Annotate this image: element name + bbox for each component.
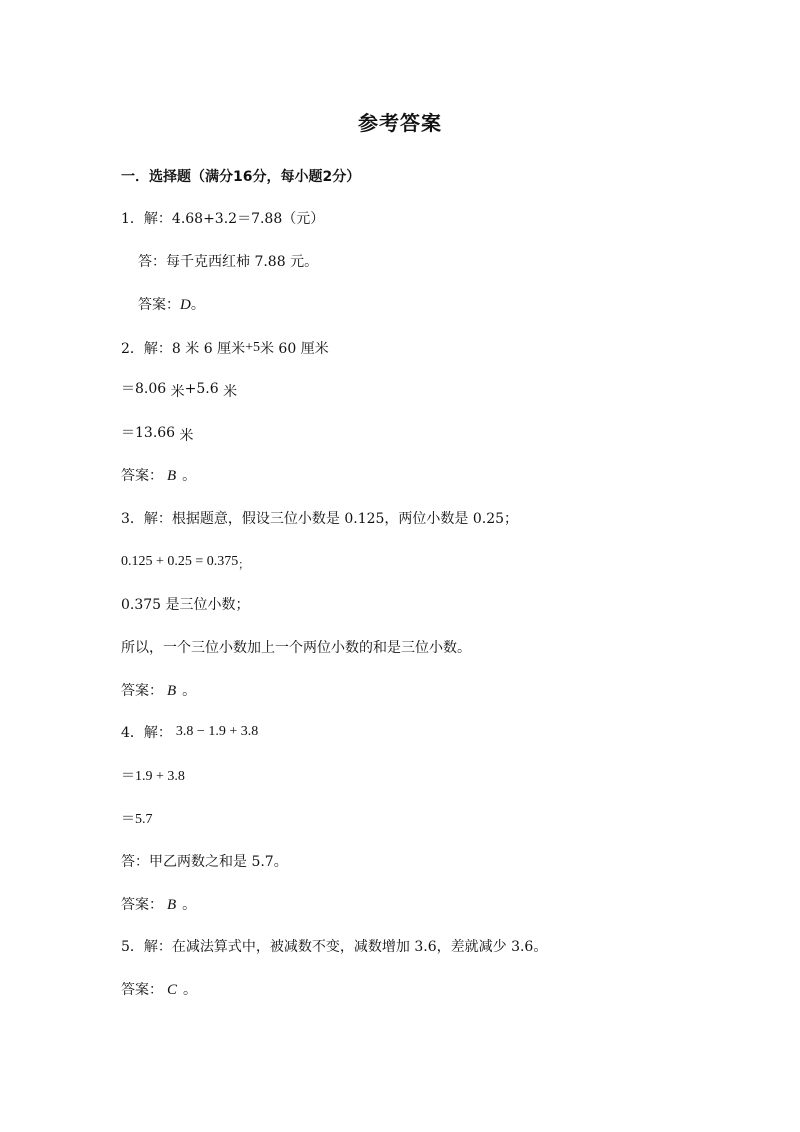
q4-answer-statement: 答：甲乙两数之和是 5.7。	[121, 854, 288, 870]
q4-answer-choice	[121, 896, 196, 914]
q4-prefix: 4．解：	[121, 725, 172, 741]
q4-solution-line	[121, 724, 258, 743]
q5-answer-choice	[121, 981, 197, 999]
q2-step-line	[121, 380, 237, 398]
q5-solution-line: 5．解：在减法算式中，被减数不变，减数增加 3.6，差就减少 3.6。	[121, 939, 548, 955]
q4-result-line	[121, 810, 153, 829]
q3-expression-end: ；	[238, 558, 250, 571]
page-title: 参考答案	[358, 111, 442, 135]
answer-end: 。	[190, 297, 205, 313]
q2-step1-b: 米	[170, 384, 185, 400]
q3-statement-line: 0.375 是三位小数；	[121, 597, 250, 613]
answer-label: 答案：	[138, 297, 180, 313]
q2-step2-a: ＝13.66	[121, 425, 176, 441]
answer-label: 答案：	[121, 897, 163, 913]
answer-label: 答案：	[121, 683, 163, 699]
answer-label: 答案：	[121, 982, 163, 998]
q3-conclusion-line: 所以，一个三位小数加上一个两位小数的和是三位小数。	[121, 640, 471, 656]
answer-label: 答案：	[121, 468, 163, 484]
q3-expression: 0.125 + 0.25 = 0.375	[121, 554, 239, 569]
q3-solution-line: 3．解：根据题意，假设三位小数是 0.125，两位小数是 0.25；	[121, 511, 519, 527]
q2-step1-d: 米	[223, 384, 238, 400]
q2-step1-a: ＝8.06	[121, 381, 167, 397]
answer-value: B	[167, 897, 177, 913]
answer-end: 。	[182, 468, 197, 484]
q1-answer-choice	[138, 296, 205, 314]
q1-answer-statement: 答：每千克西红柿 7.88 元。	[138, 254, 319, 270]
q3-answer-choice	[121, 682, 196, 700]
answer-value: C	[167, 982, 178, 998]
answer-value: B	[167, 683, 177, 699]
q4-step-line	[121, 767, 185, 786]
q2-prefix: 2．解：8 米 6 厘米	[121, 341, 246, 357]
answer-value: D	[180, 297, 191, 313]
section-heading: 一．选择题（满分16分，每小题2分）	[121, 169, 361, 185]
q1-solution-line: 1．解：4.68+3.2＝7.88（元）	[121, 211, 325, 227]
q4-result: ＝5.7	[121, 812, 153, 827]
q2-step1-c: +5.6	[184, 381, 219, 397]
q2-answer-choice	[121, 467, 196, 485]
q2-solution-line	[121, 340, 329, 359]
q4-expression: 3.8 − 1.9 + 3.8	[175, 724, 259, 739]
q2-result-line	[121, 424, 194, 442]
q2-plus: +5	[245, 340, 260, 355]
q3-expression-line	[121, 552, 249, 571]
q4-step: ＝1.9 + 3.8	[121, 769, 185, 784]
q2-rest: 米 60 厘米	[259, 341, 329, 357]
q2-step2-b: 米	[179, 428, 194, 444]
answer-value: B	[167, 468, 177, 484]
answer-end: 。	[182, 683, 197, 699]
answer-end: 。	[182, 897, 197, 913]
answer-end: 。	[183, 982, 198, 998]
